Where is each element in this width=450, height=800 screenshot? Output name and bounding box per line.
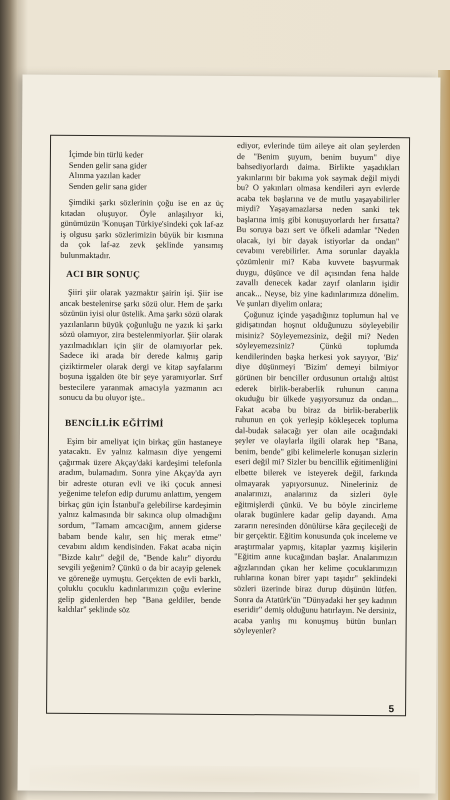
section-heading-aci-bir-sonuc: ACI BIR SONUÇ (66, 270, 141, 281)
paragraph-continuation: ediyor, evlerinde tüm aileye ait olan şeylerden de "Benim şuyum, benim buyum" diye bahsediyorlardı daima. Birlikte yaşadıkları yakınlarını bir bakıma yok saymak değil miydi bu? O yakınları olmasa kendileri ayrı evlerde acaba tek başlarına ve de mutlu yaşayabilirler miydi? Yaşayamazlarsa neden sanki tek başlarına imiş gibi konuşuyorlardı her fırsatta? Bu soruya bazı sert ve öfkeli adamlar "Neden olacak, iyi bir dayak istiyorlar da ondan" cevabını verebilirler. Ama sorunlar dayakla çözümlenir mi? Kaba kuvvete başvurmak duygu, düşünce ve dil açısından fena halde zavallı denecek kadar zayıf olanların işidir ancak... Neyse, biz yine kadınlarımıza dönelim. Ve şunları diyelim onlara; (235, 141, 401, 309)
left-column (58, 140, 224, 617)
paragraph-bencillik-egitimi: Eşim bir ameliyat için birkaç gün hastaneye yatacaktı. Ev yalnız kalmasın diye yengemi çağırmak üzere Akçay'daki kardeşimi telefonla aradım, bulamadım. Sonra yine Akçay'da ayrı bir adreste oturan evli ve iki çocuk annesi yeğenime telefon edip durumu anlattım, yengem birkaç gün için İstanbul'a gelebilirse kardeşimin yalnız kalmasında bir sakınca olup olmadığını sordum, "Tamam amcacığım, annem giderse babam bende kalır, sen hiç merak etme" cevabını aldım kendisinden. Fakat acaba niçin "Bizde kalır" değil de, "Bende kalır" diyordu sevgili yeğenim? Çünkü o da bir acayip gelenek ve göreneğe uymuştu. Gerçekten de evli barklı, çoluklu çocuklu kadınlarımızın çoğu evlerine gelip gidenlerden hep "Bana geldiler, bende kaldılar" şeklinde söz (57, 436, 222, 615)
poem-stanza (69, 150, 224, 193)
poem-line: Alınma yazılan kader (68, 170, 141, 181)
text-frame (46, 135, 410, 716)
book-spine-shadow (0, 0, 18, 800)
poem-line: İçimde bin türlü keder (68, 149, 144, 160)
page-number: 5 (388, 704, 395, 716)
poem-line: Senden gelir sana gider (68, 160, 147, 170)
magazine-page (18, 75, 441, 794)
intro-paragraph: Şimdiki şarkı sözlerinin çoğu ise en az üç kıtadan oluşuyor. Öyle anlaşılıyor ki, günümüzün 'Konuşan Türkiye'sindeki çok laf-az iş olgusu şarkı sözlerimizin büyük bir kısmına da çok laf-az zevk şeklinde yansımış bulunmaktadır. (60, 198, 224, 261)
paragraph-aci-bir-sonuc: Şiiri şiir olarak yazmaktır şairin işi. Şiir ise ancak bestelenirse şarkı sözü olur. Hem de şarkı sözünün iyisi olur üstelik. Ama şarkı sözü olarak yazılanların büyük çoğunluğu ne yazık ki şarkı sözü olamıyor, zira bestelenmiyorlar. Şiir olarak yazılmadıkları için şiir de olamıyorlar pek. Sadece iki arada bir derede kalmış garip çiziktirmeler olarak dergi ve kitap sayfalarını boşuna işgalden öte bir şeye yaramıyorlar. Sırf bestecilere yaranmak amacıyla yazmanın acı sonucu da bu oluyor işte.. (59, 287, 224, 403)
paper-stain (30, 765, 420, 794)
right-column (234, 141, 400, 638)
page-stack-edge (438, 70, 450, 800)
poem-line: Senden gelir sana gider (68, 181, 147, 192)
paragraph-closing: Çoğunuz içinde yaşadığınız toplumun hal ve gidişatından hoşnut olduğunuzu söyleyebilir misiniz? Söyleyemezsiniz, değil mi? Neden söyleyemezsiniz? Çünkü toplumda kendilerinden başka herkesi yok sayıyor, 'Biz' diye düşünmeyi 'Bizim' demeyi bilmiyor görünen bir benciller ordusunun ortalığı altüst ederek birlik-beraberlik ruhunun canına okuduğu bir ülkede yaşıyorsunuz da ondan... Fakat acaba bu biraz da birlik-beraberlik ruhunun en çok yerleşip kökleşecek topluma dal-budak salacağı yer olan aile ocağındaki şeyler ve olaylarla ilgili olarak hep "Bana, benim, bende" gibi kelimelerle konuşan sizlerin eseri değil mi? Sizler bu bencillik eğitimenliğini elbette bilerek ve isteyerek değil, farkında olmayarak yapıyorsunuz. Nineleriniz de analarınızı, analarınız da sizleri öyle eğitmişlerdi çünkü. Ve bu böyle zincirleme olarak bugünlere kadar gelip dayandı. Ama zararın neresinden dönülürse kâra geçileceği de bir gerçektir. Eğitim konusunda çok inceleme ve araştırmalar yapmış, kitaplar yazmış kişilerin "Eğitim anne kucağından başlar. Analarımızın ağızlarından çıkan her kelime çocuklarımızın ruhlarına konan birer yapı taşıdır" şeklindeki sözleri üzerinde biraz durup düşünün lütfen. Sonra da Atatürk'ün "Dünyadaki her şey kadının eseridir" demiş olduğunu hatırlayın. Ne dersiniz, acaba yanlış mı konuşmuş bütün bunları söyleyenler? (233, 309, 399, 636)
section-heading-bencillik-egitimi: BENCİLLİK EĞİTİMİ (65, 418, 164, 430)
